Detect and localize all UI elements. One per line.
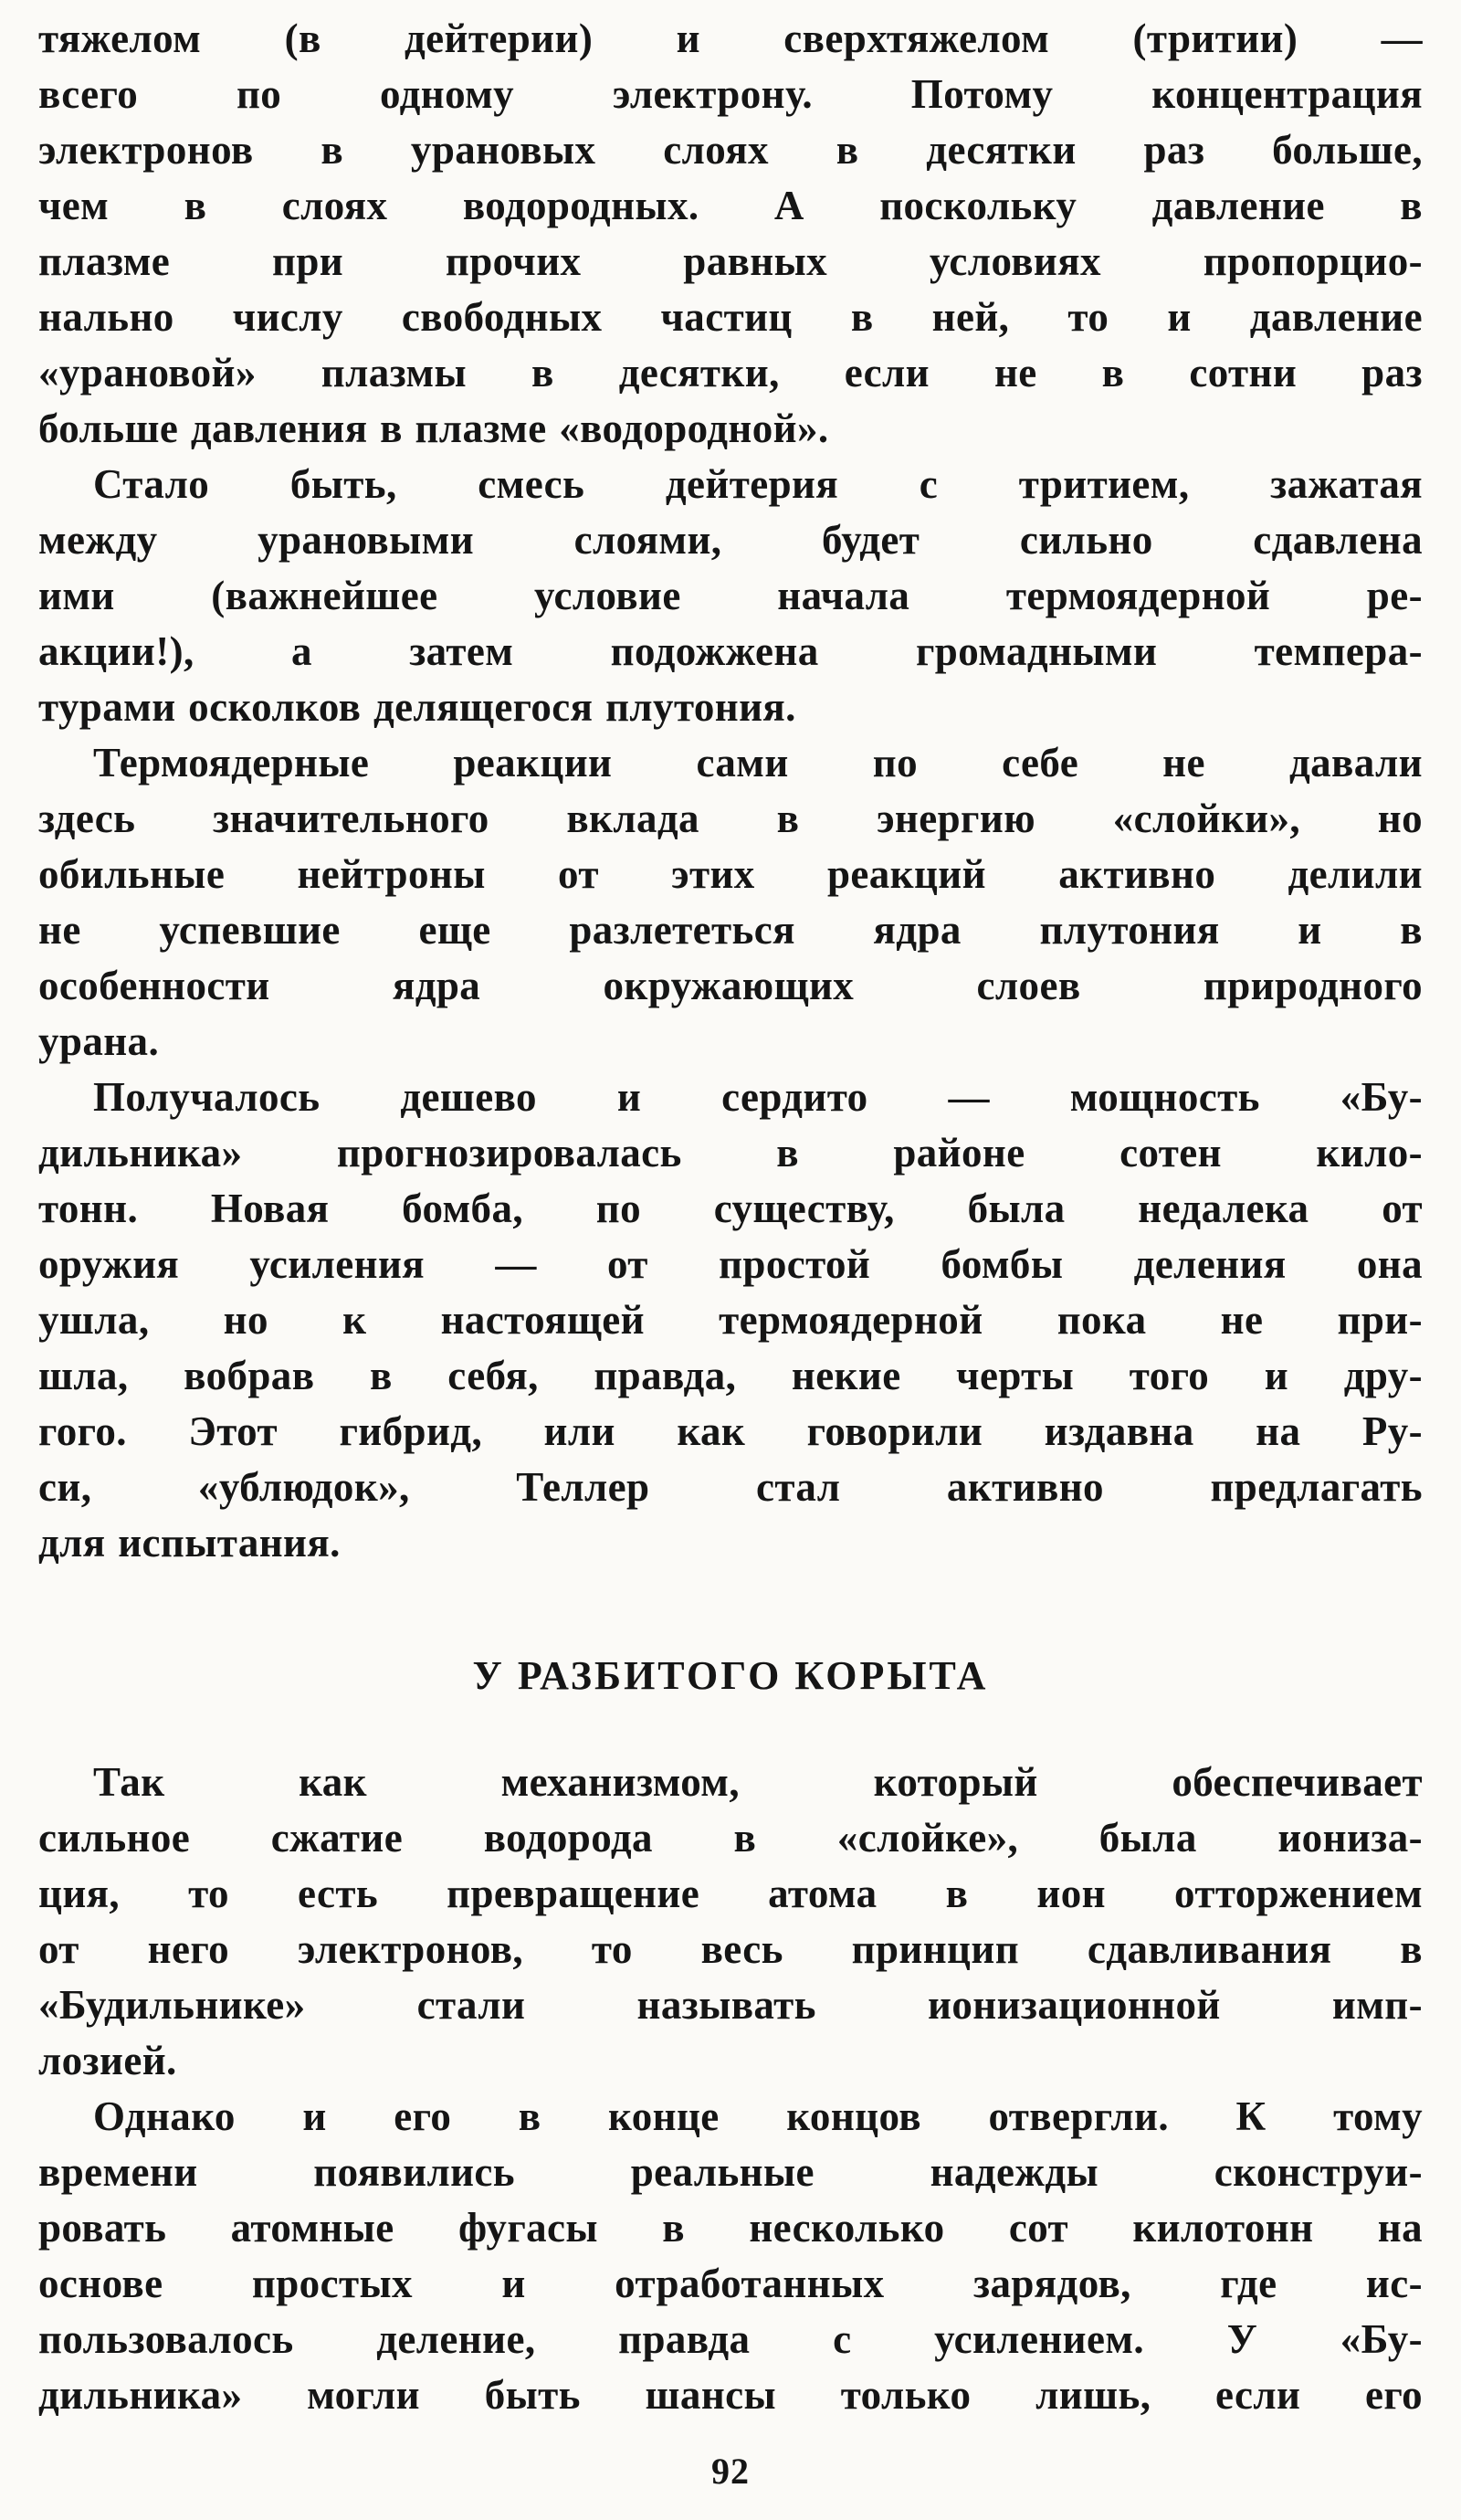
text-line: ушла, но к настоящей термоядерной пока не при- bbox=[38, 1297, 1423, 1343]
text-line: «Будильнике» стали называть ионизационной имп- bbox=[38, 1982, 1423, 2028]
text-line: Так как механизмом, который обеспечивает bbox=[93, 1759, 1423, 1805]
text-line: основе простых и отработанных зарядов, где ис- bbox=[38, 2261, 1423, 2306]
paragraph bbox=[38, 457, 1423, 735]
text-line: дильника» прогнозировалась в районе сотен кило- bbox=[38, 1130, 1423, 1176]
text-line: Получалось дешево и сердито — мощность «Бу- bbox=[93, 1074, 1423, 1120]
text-line: пользовалось деление, правда с усилением. У «Бу- bbox=[38, 2316, 1423, 2362]
text-line: Стало быть, смесь дейтерия с тритием, зажатая bbox=[93, 461, 1423, 507]
text-line: «урановой» плазмы в десятки, если не в сотни раз bbox=[38, 350, 1423, 395]
text-line: больше давления в плазме «водородной». bbox=[38, 406, 829, 451]
text-line: си, «ублюдок», Теллер стал активно предлагать bbox=[38, 1464, 1423, 1510]
text-line: тонн. Новая бомба, по существу, была недалека от bbox=[38, 1186, 1423, 1231]
text-line: не успевшие еще разлететься ядра плутония и в bbox=[38, 907, 1423, 953]
text-line: Однако и его в конце концов отвергли. К тому bbox=[93, 2093, 1423, 2139]
text-line: между урановыми слоями, будет сильно сдавлена bbox=[38, 517, 1423, 563]
page-number: 92 bbox=[711, 2451, 750, 2492]
text-line: нально числу свободных частиц в ней, то и давление bbox=[38, 294, 1423, 340]
text-line: ровать атомные фугасы в несколько сот килотонн на bbox=[38, 2205, 1423, 2251]
text-line: шла, вобрав в себя, правда, некие черты того и дру- bbox=[38, 1353, 1423, 1398]
text-line: акции!), а затем подожжена громадными темпера- bbox=[38, 628, 1423, 674]
text-line: электронов в урановых слоях в десятки раз больше, bbox=[38, 127, 1423, 173]
text-line: особенности ядра окружающих слоев природного bbox=[38, 963, 1423, 1008]
text-line: чем в слоях водородных. А поскольку давление в bbox=[38, 183, 1423, 228]
text-line: оружия усиления — от простой бомбы деления она bbox=[38, 1241, 1423, 1287]
text-line: урана. bbox=[38, 1018, 160, 1064]
text-line: всего по одному электрону. Потому концентрация bbox=[38, 71, 1423, 117]
text-line: тяжелом (в дейтерии) и сверхтяжелом (тритии) — bbox=[38, 16, 1423, 61]
text-line: дильника» могли быть шансы только лишь, если его bbox=[38, 2372, 1423, 2418]
text-line: Термоядерные реакции сами по себе не давали bbox=[93, 740, 1423, 786]
text-line: здесь значительного вклада в энергию «слойки», но bbox=[38, 796, 1423, 841]
paragraph bbox=[38, 1755, 1423, 2089]
paragraph bbox=[38, 735, 1423, 1070]
paragraph bbox=[38, 2089, 1423, 2423]
text-line: времени появились реальные надежды сконструи- bbox=[38, 2149, 1423, 2195]
text-line: для испытания. bbox=[38, 1520, 341, 1566]
text-block bbox=[38, 11, 1423, 2423]
text-line: сильное сжатие водорода в «слойке», была иониза- bbox=[38, 1815, 1423, 1861]
section-heading: У РАЗБИТОГО КОРЫТА bbox=[472, 1653, 989, 1698]
text-line: ция, то есть превращение атома в ион отторжением bbox=[38, 1871, 1423, 1916]
text-line: лозией. bbox=[38, 2038, 177, 2083]
paragraph bbox=[38, 11, 1423, 457]
text-line: гого. Этот гибрид, или как говорили издавна на Ру- bbox=[38, 1408, 1423, 1454]
text-line: обильные нейтроны от этих реакций активно делили bbox=[38, 851, 1423, 897]
text-line: турами осколков делящегося плутония. bbox=[38, 684, 796, 730]
text-line: плазме при прочих равных условиях пропорцио- bbox=[38, 238, 1423, 284]
text-line: от него электронов, то весь принцип сдавливания в bbox=[38, 1926, 1423, 1972]
paragraph bbox=[38, 1070, 1423, 1571]
text-line: ими (важнейшее условие начала термоядерной ре- bbox=[38, 573, 1423, 618]
